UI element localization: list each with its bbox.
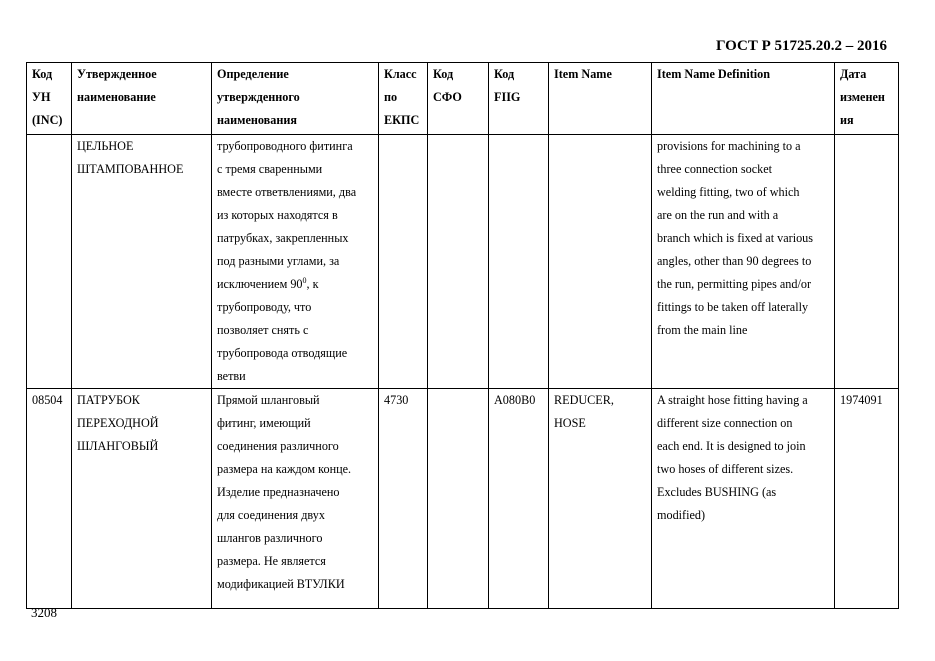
cell-sfo-code (428, 135, 489, 389)
column-header-fiig-code: Код FIIG (489, 63, 549, 135)
table-header-row (27, 63, 899, 135)
column-header-approved-name: Утвержденное наименование (72, 63, 212, 135)
catalog-table (26, 62, 899, 609)
page-number: 3208 (31, 605, 57, 620)
cell-item-name-definition: provisions for machining to a three connection socket welding fitting, two of which are on the run and with a branch which is fixed at various angles, other than 90 degrees to the run, permitting pipes and/or fittings to be taken off laterally from the main line (652, 135, 835, 389)
degree-superscript: 0 (302, 275, 307, 285)
cell-inc (27, 135, 72, 389)
cell-approved-name: ПАТРУБОК ПЕРЕХОДНОЙ ШЛАНГОВЫЙ (72, 389, 212, 609)
table-row (27, 135, 899, 389)
column-header-inc: Код УН (INC) (27, 63, 72, 135)
cell-change-date (835, 135, 899, 389)
standard-designation: ГОСТ Р 51725.20.2 – 2016 (715, 38, 887, 54)
cell-sfo-code (428, 389, 489, 609)
cell-definition: Прямой шланговый фитинг, имеющий соединения различного размера на каждом конце. Изделие предназначено для соединения двух шлангов различного размера. Не является модификацией ВТУЛКИ (212, 389, 379, 609)
cell-fiig-code (489, 135, 549, 389)
column-header-item-name: Item Name (549, 63, 652, 135)
column-header-ekps-class: Класс по ЕКПС (379, 63, 428, 135)
cell-fiig-code: A080B0 (489, 389, 549, 609)
cell-ekps-class: 4730 (379, 389, 428, 609)
column-header-definition: Определение утвержденного наименования (212, 63, 379, 135)
definition-text: трубопроводного фитинга с тремя сваренными вместе ответвлениями, два из которых находятся в патрубках, закрепленных под разными углами, за исключением 90 (217, 139, 357, 291)
column-header-item-name-definition: Item Name Definition (652, 63, 835, 135)
table-row (27, 389, 899, 609)
column-header-change-date: Дата изменен ия (835, 63, 899, 135)
column-header-sfo-code: Код СФО (428, 63, 489, 135)
cell-approved-name: ЦЕЛЬНОЕ ШТАМПОВАННОЕ (72, 135, 212, 389)
cell-definition (212, 135, 379, 389)
definition-text-cont: , к трубопроводу, что позволяет снять с трубопровода отводящие ветви (217, 277, 348, 383)
cell-item-name: REDUCER, HOSE (549, 389, 652, 609)
cell-inc: 08504 (27, 389, 72, 609)
cell-item-name (549, 135, 652, 389)
cell-change-date: 1974091 (835, 389, 899, 609)
cell-ekps-class (379, 135, 428, 389)
cell-item-name-definition: A straight hose fitting having a different size connection on each end. It is designed to join two hoses of different sizes. Excludes BUSHING (as modified) (652, 389, 835, 609)
